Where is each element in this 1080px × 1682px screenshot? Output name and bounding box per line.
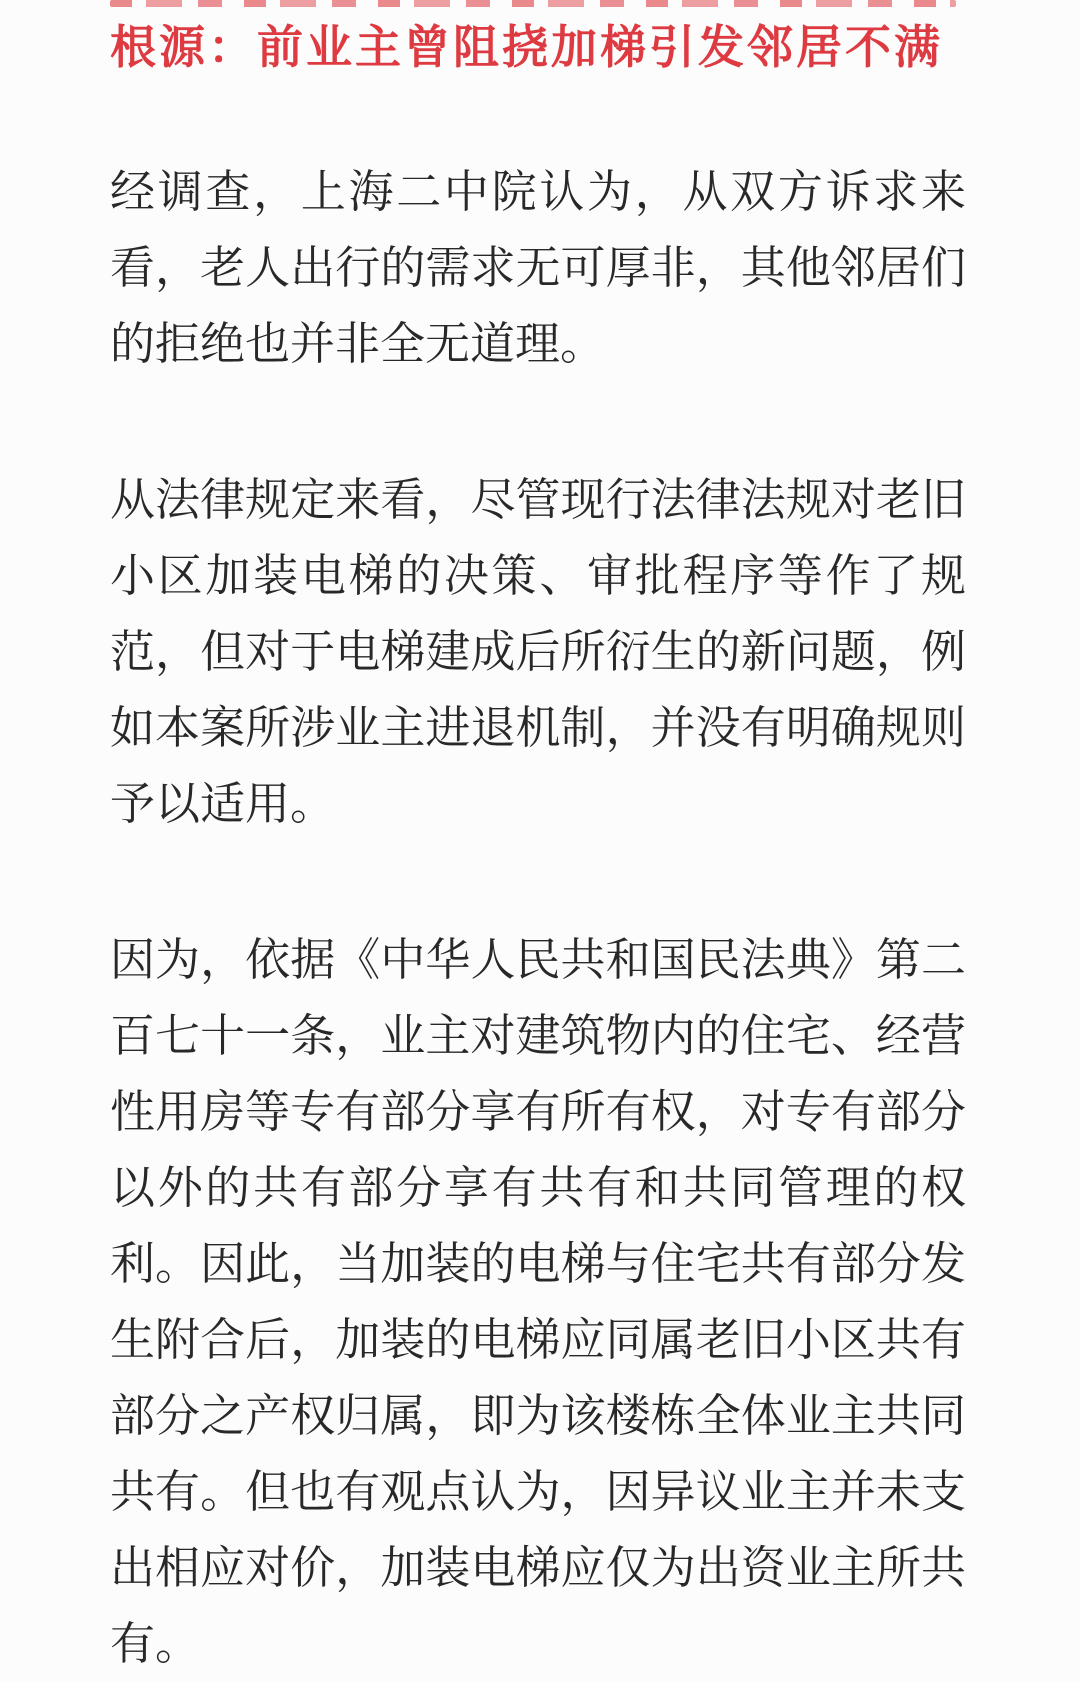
- section-heading: 根源：前业主曾阻挠加梯引发邻居不满: [110, 21, 943, 73]
- article-body: [110, 0, 966, 1682]
- paragraph-3: 因为，依据《中华人民共和国民法典》第二百七十一条，业主对建筑物内的住宅、经营性用房等专有部分享有所有权，对专有部分以外的共有部分享有共有和共同管理的权利。因此，当加装的电梯与住宅共有部分发生附合后，加装的电梯应同属老旧小区共有部分之产权归属，即为该楼栋全体业主共同共有。但也有观点认为，因异议业主并未支出相应对价，加装电梯应仅为出资业主所共有。: [110, 934, 966, 1669]
- paragraph-1: 经调查，上海二中院认为，从双方诉求来看，老人出行的需求无可厚非，其他邻居们的拒绝也并非全无道理。: [110, 166, 966, 369]
- paragraph-2: 从法律规定来看，尽管现行法律法规对老旧小区加装电梯的决策、审批程序等作了规范，但对于电梯建成后所衍生的新问题，例如本案所涉业主进退机制，并没有明确规则予以适用。: [110, 474, 966, 829]
- cropped-previous-heading-fragments: [110, 0, 956, 7]
